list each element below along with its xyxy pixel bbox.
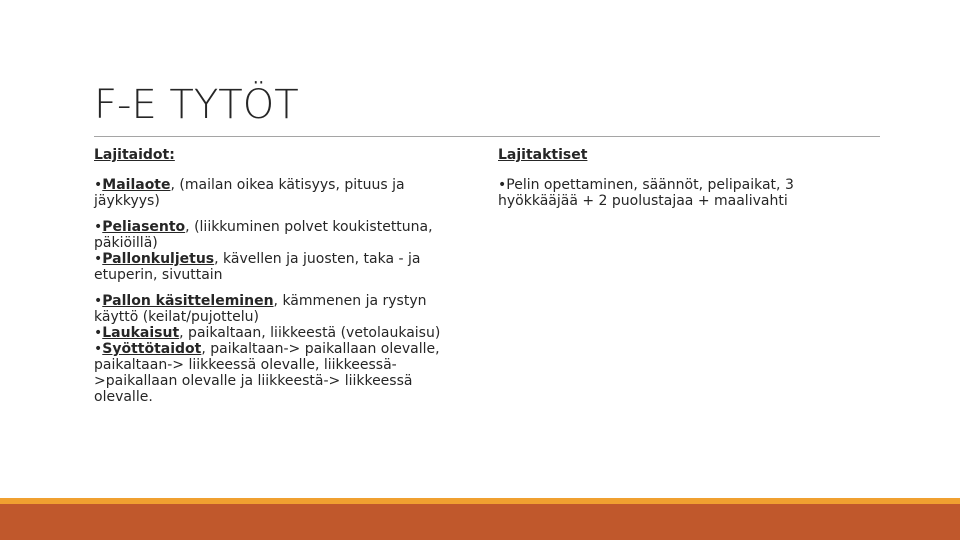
text-line: käyttö (keilat/pujottelu) bbox=[94, 309, 259, 325]
paragraph-pallon-kasitteleminen bbox=[94, 293, 474, 405]
text-line: etuperin, sivuttain bbox=[94, 267, 223, 283]
bullet: • bbox=[94, 251, 103, 267]
text-fragment: , (mailan oikea kätisyys, pituus ja bbox=[170, 177, 405, 193]
bullet: • bbox=[94, 325, 103, 341]
accent-bar-bottom bbox=[0, 504, 960, 540]
paragraph-mailaote bbox=[94, 177, 474, 209]
text-line: hyökkääjää + 2 puolustajaa + maalivahti bbox=[498, 193, 788, 209]
text-line bbox=[94, 325, 474, 341]
text-line bbox=[94, 177, 474, 193]
text-fragment: , kävellen ja juosten, taka - ja bbox=[214, 251, 421, 267]
text-line: •Pelin opettaminen, säännöt, pelipaikat, 3 bbox=[498, 177, 794, 193]
keyword-mailaote: Mailaote bbox=[102, 177, 171, 193]
keyword-syottotaidot: Syöttötaidot bbox=[102, 341, 202, 357]
text-line bbox=[94, 341, 474, 357]
bullet: • bbox=[94, 177, 103, 193]
keyword-peliasento: Peliasento bbox=[102, 219, 186, 235]
text-line bbox=[94, 219, 474, 235]
text-line: paikaltaan-> liikkeessä olevalle, liikkeessä- bbox=[94, 357, 397, 373]
keyword-laukaisut: Laukaisut bbox=[102, 325, 180, 341]
title-divider bbox=[94, 136, 880, 137]
text-line: jäykkyys) bbox=[94, 193, 160, 209]
text-fragment: , (liikkuminen polvet koukistettuna, bbox=[185, 219, 433, 235]
keyword-pallon-kasitteleminen: Pallon käsitteleminen bbox=[102, 293, 274, 309]
text-fragment: , paikaltaan-> paikallaan olevalle, bbox=[201, 341, 440, 357]
text-line: päkiöillä) bbox=[94, 235, 158, 251]
paragraph-peliasento bbox=[94, 219, 474, 283]
text-line: olevalle. bbox=[94, 389, 153, 405]
bullet: • bbox=[94, 293, 103, 309]
keyword-pallonkuljetus: Pallonkuljetus bbox=[102, 251, 215, 267]
text-fragment: , kämmenen ja rystyn bbox=[273, 293, 427, 309]
text-line bbox=[94, 251, 474, 267]
paragraph-pelin-opettaminen bbox=[498, 177, 868, 209]
bullet: • bbox=[94, 219, 103, 235]
slide-title: F-E TYTÖT bbox=[94, 82, 299, 128]
text-line bbox=[94, 293, 474, 309]
bullet: • bbox=[94, 341, 103, 357]
text-line: >paikallaan olevalle ja liikkeestä-> liikkeessä bbox=[94, 373, 413, 389]
left-heading: Lajitaidot: bbox=[94, 147, 175, 163]
right-column bbox=[498, 147, 868, 219]
text-fragment: , paikaltaan, liikkeestä (vetolaukaisu) bbox=[179, 325, 441, 341]
left-column bbox=[94, 147, 474, 415]
right-heading: Lajitaktiset bbox=[498, 147, 588, 163]
